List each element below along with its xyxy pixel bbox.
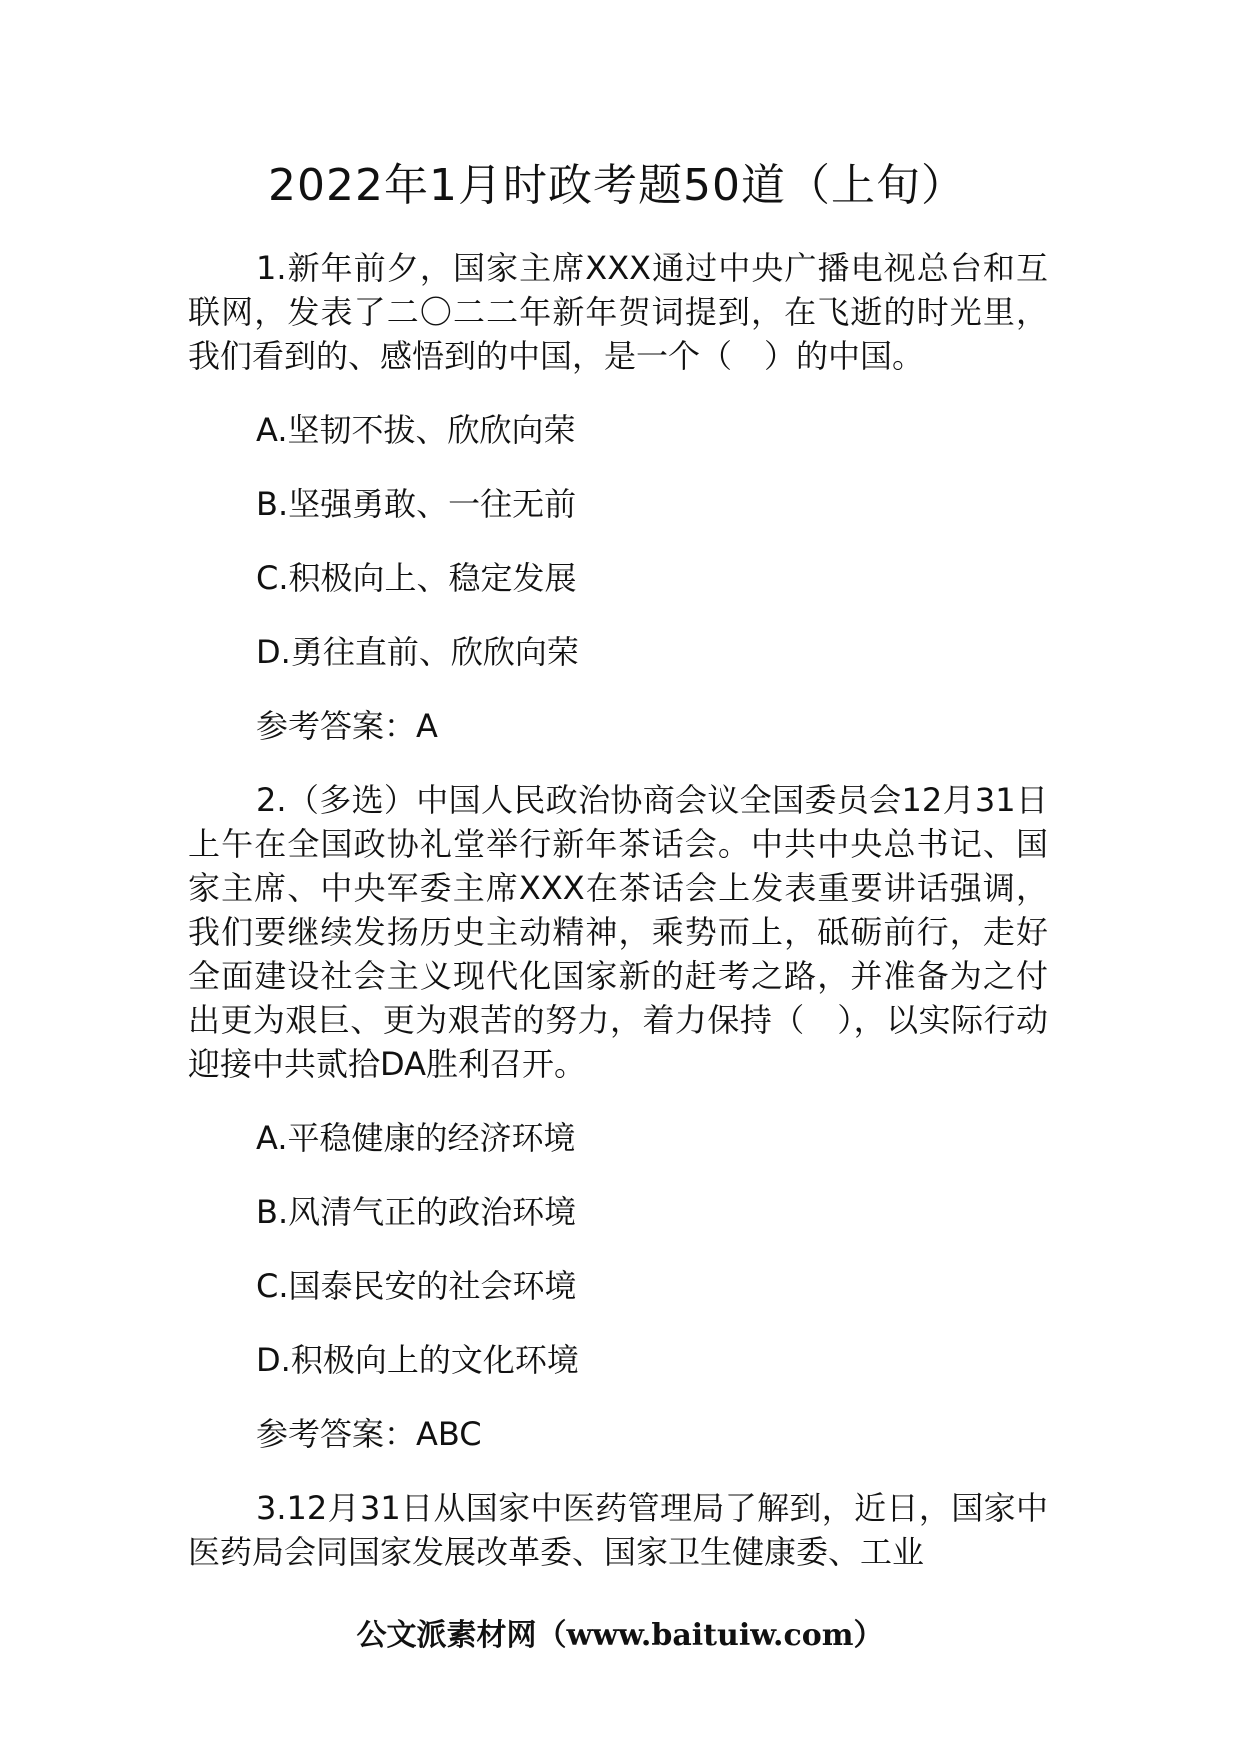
question-2-option-d: D.积极向上的文化环境 bbox=[256, 1341, 579, 1379]
question-1-option-c: C.积极向上、稳定发展 bbox=[256, 559, 577, 597]
question-3-stem: 3.12月31日从国家中医药管理局了解到，近日，国家中医药局会同国家发展改革委、国家卫生健康委、工业 bbox=[188, 1489, 1048, 1571]
question-1-option-a: A.坚韧不拔、欣欣向荣 bbox=[256, 411, 576, 449]
question-2-option-b: B.风清气正的政治环境 bbox=[256, 1193, 577, 1231]
question-1-option-b: B.坚强勇敢、一往无前 bbox=[256, 485, 577, 523]
question-2-answer: 参考答案：ABC bbox=[256, 1415, 482, 1453]
document-title: 2022年1月时政考题50道（上旬） bbox=[268, 160, 966, 211]
question-2-option-a: A.平稳健康的经济环境 bbox=[256, 1119, 576, 1157]
question-2-option-c: C.国泰民安的社会环境 bbox=[256, 1267, 577, 1305]
question-1-answer: 参考答案：A bbox=[256, 707, 438, 745]
question-2-stem: 2.（多选）中国人民政治协商会议全国委员会12月31日上午在全国政协礼堂举行新年茶话会。中共中央总书记、国家主席、中央军委主席XXX在茶话会上发表重要讲话强调，我们要继续发扬历史主动精神，乘势而上，砥砺前行，走好全面建设社会主义现代化国家新的赶考之路，并准备为之付出更为艰巨、更为艰苦的努力，着力保持（ ），以实际行动迎接中共贰拾DA胜利召开。 bbox=[188, 781, 1048, 1083]
document-body bbox=[188, 246, 1048, 1604]
page-footer: 公文派素材网（www.baituiw.com） bbox=[356, 1618, 884, 1653]
question-1-stem: 1.新年前夕，国家主席XXX通过中央广播电视总台和互联网，发表了二〇二二年新年贺词提到，在飞逝的时光里，我们看到的、感悟到的中国，是一个（ ）的中国。 bbox=[188, 249, 1048, 375]
question-1-option-d: D.勇往直前、欣欣向荣 bbox=[256, 633, 579, 671]
